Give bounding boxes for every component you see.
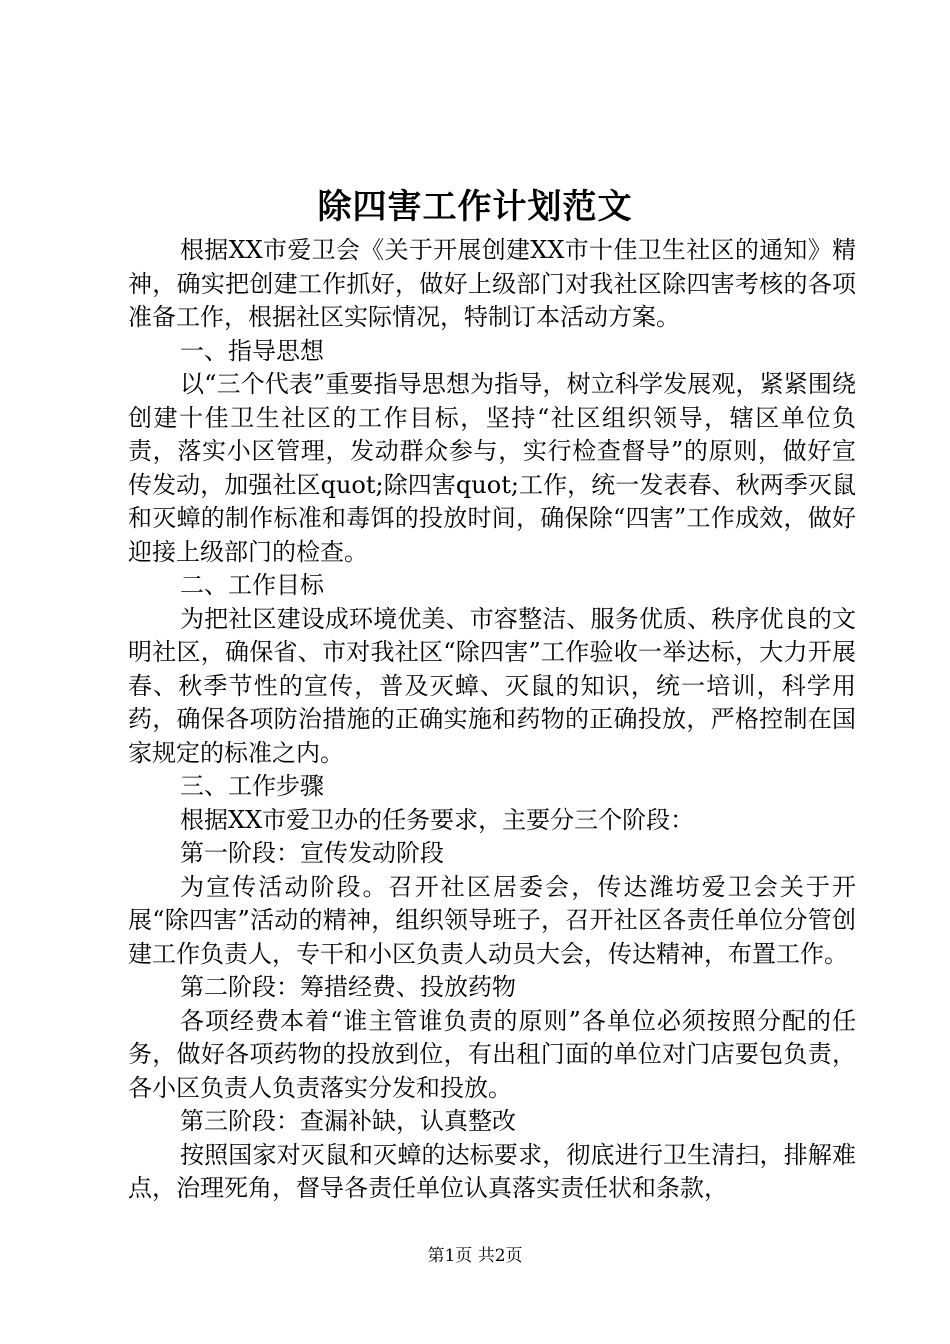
document-body — [128, 234, 856, 1206]
heading-stage-one: 第一阶段：宣传发动阶段 — [180, 839, 444, 867]
paragraph-intro: 根据XX市爱卫会《关于开展创建XX市十佳卫生社区的通知》精神，确实把创建工作抓好，做好上级部门对我社区除四害考核的各项准备工作，根据社区实际情况，特制订本活动方案。 — [128, 236, 856, 331]
paragraph-work-goals: 为把社区建设成环境优美、市容整洁、服务优质、秩序优良的文明社区，确保省、市对我社区“除四害”工作验收一举达标，大力开展春、秋季节性的宣传，普及灭蟑、灭鼠的知识，统一培训，科学用药，确保各项防治措施的正确实施和药物的正确投放，严格控制在国家规定的标准之内。 — [128, 604, 856, 767]
heading-stage-three: 第三阶段：查漏补缺，认真整改 — [180, 1107, 516, 1135]
heading-work-goals: 二、工作目标 — [180, 571, 324, 599]
paragraph-stage-three: 按照国家对灭鼠和灭蟑的达标要求，彻底进行卫生清扫，排解难点，治理死角，督导各责任单位认真落实责任状和条款， — [128, 1140, 856, 1202]
paragraph-work-steps: 根据XX市爱卫办的任务要求，主要分三个阶段： — [180, 805, 695, 834]
paragraph-stage-one: 为宣传活动阶段。召开社区居委会，传达潍坊爱卫会关于开展“除四害”活动的精神，组织领导班子，召开社区各责任单位分管创建工作负责人，专干和小区负责人动员大会，传达精神，布置工作。 — [128, 872, 856, 968]
heading-work-steps: 三、工作步骤 — [180, 772, 324, 800]
document-title: 除四害工作计划范文 — [317, 187, 633, 227]
paragraph-guiding-ideology: 以“三个代表”重要指导思想为指导，树立科学发展观，紧紧围绕创建十佳卫生社区的工作目标，坚持“社区组织领导，辖区单位负责，落实小区管理，发动群众参与，实行检查督导”的原则，做好宣传发动，加强社区quot;除四害quot;工作，统一发表春、秋两季灭鼠和灭蟑的制作标准和毒饵的投放时间，确保除“四害”工作成效，做好迎接上级部门的检查。 — [128, 370, 856, 566]
heading-guiding-ideology: 一、指导思想 — [180, 336, 324, 365]
heading-stage-two: 第二阶段：筹措经费、投放药物 — [180, 973, 516, 1001]
page-footer: 第1页 共2页 — [427, 1246, 523, 1266]
paragraph-stage-two: 各项经费本着“谁主管谁负责的原则”各单位必须按照分配的任务，做好各项药物的投放到位，有出租门面的单位对门店要包负责，各小区负责人负责落实分发和投放。 — [128, 1006, 856, 1102]
